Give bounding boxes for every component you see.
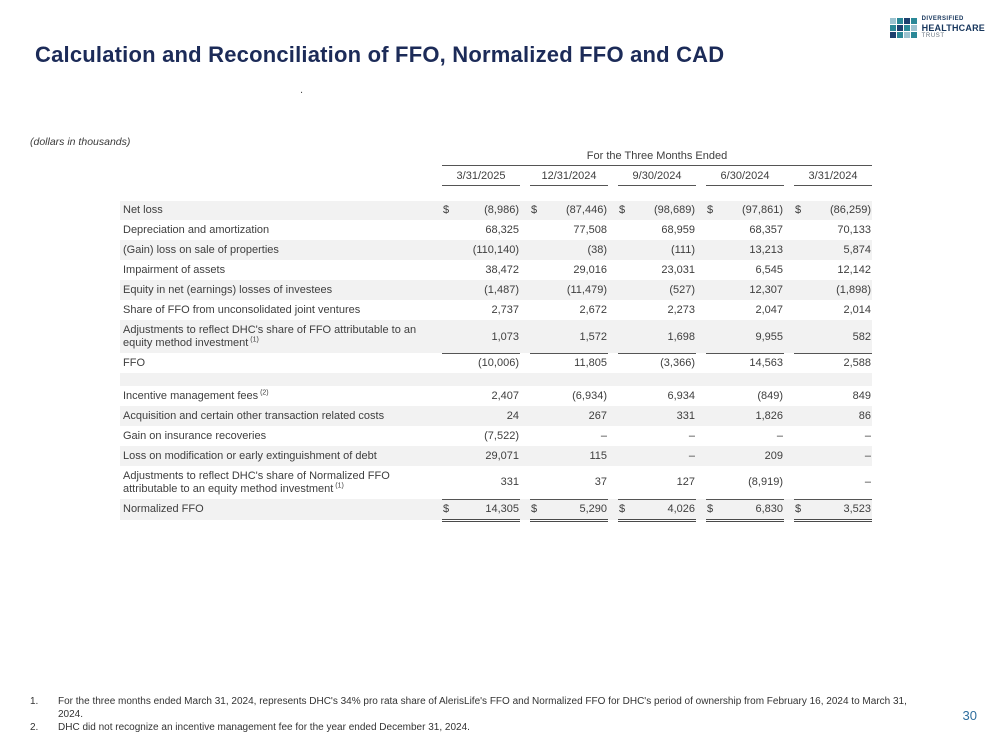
cell-number: 331 (500, 476, 519, 489)
row-label: Depreciation and amortization (123, 223, 270, 236)
column-gap (520, 373, 530, 386)
column-gap (520, 446, 530, 466)
cell-number: 6,934 (667, 390, 695, 403)
column-gap (608, 201, 618, 221)
table-row (120, 201, 872, 221)
cell-number: (3,366) (660, 357, 695, 370)
cell-number: 13,213 (749, 244, 783, 257)
cell-number: – (688, 430, 695, 443)
column-header: 3/31/2024 (794, 166, 872, 186)
dht-logo-icon (890, 18, 917, 38)
cell-number: 68,959 (661, 224, 695, 237)
cell-number: (527) (669, 284, 695, 297)
cell-value (706, 499, 784, 520)
footnote-reference: (1) (248, 336, 259, 344)
cell-value (794, 201, 872, 221)
cell-value (706, 220, 784, 240)
cell-value (706, 201, 784, 221)
column-gap (784, 426, 794, 446)
column-gap (520, 260, 530, 280)
financial-table (120, 150, 872, 522)
currency-symbol: $ (443, 503, 450, 516)
column-gap (608, 320, 618, 353)
currency-symbol: $ (795, 204, 802, 217)
currency-symbol: $ (619, 503, 626, 516)
column-gap (696, 201, 706, 221)
cell-value (618, 406, 696, 426)
column-header-row (120, 166, 872, 186)
column-gap (696, 240, 706, 260)
cell-value (618, 240, 696, 260)
cell-number: (10,006) (478, 357, 519, 370)
row-label: Share of FFO from unconsolidated joint ventures (123, 303, 361, 316)
cell-number: 1,572 (579, 330, 607, 343)
cell-value (618, 373, 696, 386)
column-gap (608, 166, 618, 186)
column-gap (520, 300, 530, 320)
footnote-number: 2. (30, 722, 39, 733)
cell-number: 2,672 (579, 304, 607, 317)
cell-number: (110,140) (472, 244, 519, 257)
currency-symbol: $ (619, 204, 626, 217)
row-label: (Gain) loss on sale of properties (123, 243, 279, 256)
column-gap (608, 280, 618, 300)
cell-number: 70,133 (837, 224, 871, 237)
cell-number: 127 (676, 476, 695, 489)
cell-number: 849 (852, 390, 871, 403)
column-gap (608, 220, 618, 240)
table-row (120, 406, 872, 426)
cell-number: 6,830 (755, 503, 783, 516)
table-row (120, 386, 872, 406)
cell-number: 2,047 (755, 304, 783, 317)
row-label (120, 373, 442, 386)
cell-value (794, 426, 872, 446)
column-header: 3/31/2025 (442, 166, 520, 186)
currency-symbol: $ (707, 503, 714, 516)
period-header: For the Three Months Ended (442, 150, 872, 166)
column-gap (608, 300, 618, 320)
table-row (120, 240, 872, 260)
column-gap (696, 499, 706, 520)
cell-value (618, 201, 696, 221)
column-gap (608, 240, 618, 260)
column-gap (608, 499, 618, 520)
cell-value (442, 386, 520, 406)
column-gap (696, 320, 706, 353)
table-row (120, 353, 872, 373)
column-gap (696, 260, 706, 280)
cell-number: 23,031 (661, 264, 695, 277)
cell-value (442, 300, 520, 320)
cell-value (618, 499, 696, 520)
cell-value (530, 406, 608, 426)
cell-value (442, 280, 520, 300)
column-gap (520, 386, 530, 406)
cell-number: (11,479) (566, 284, 607, 297)
cell-value (530, 466, 608, 499)
cell-number: 1,826 (755, 410, 783, 423)
cell-value (618, 426, 696, 446)
cell-value (618, 220, 696, 240)
column-gap (608, 406, 618, 426)
column-gap (696, 220, 706, 240)
footnote-1 (30, 696, 920, 721)
row-label: Incentive management fees $^{(2)}$ (123, 389, 269, 402)
column-gap (608, 386, 618, 406)
cell-value (530, 220, 608, 240)
logo-line-healthcare: HEALTHCARE (921, 22, 985, 33)
row-label: Equity in net (earnings) losses of investees (123, 283, 333, 296)
cell-number: 68,325 (485, 224, 519, 237)
column-gap (608, 446, 618, 466)
cell-value (442, 466, 520, 499)
cell-value (706, 280, 784, 300)
cell-number: 582 (852, 330, 871, 343)
column-gap (784, 166, 794, 186)
cell-number: – (688, 450, 695, 463)
cell-number: 37 (594, 476, 607, 489)
cell-value (794, 280, 872, 300)
column-gap (520, 240, 530, 260)
column-gap (784, 240, 794, 260)
cell-number: 2,588 (843, 357, 871, 370)
cell-number: 2,014 (843, 304, 871, 317)
cell-number: 38,472 (485, 264, 519, 277)
cell-value (442, 373, 520, 386)
cell-number: (7,522) (484, 430, 519, 443)
cell-number: (86,259) (830, 204, 871, 217)
row-label: Adjustments to reflect DHC's share of Normalized FFO attributable to an equity method investment $^{(1)}$ (123, 469, 390, 495)
column-gap (520, 320, 530, 353)
cell-value (530, 201, 608, 221)
cell-value (618, 280, 696, 300)
cell-value (618, 466, 696, 499)
column-gap (696, 280, 706, 300)
table-row (120, 280, 872, 300)
cell-value (618, 320, 696, 353)
column-gap (608, 353, 618, 373)
cell-number: 115 (589, 450, 607, 463)
column-gap (784, 201, 794, 221)
stray-period: . (300, 84, 304, 96)
cell-value (794, 220, 872, 240)
column-gap (784, 320, 794, 353)
cell-number: 1,073 (491, 330, 519, 343)
column-gap (608, 466, 618, 499)
cell-value (706, 406, 784, 426)
cell-number: 77,508 (573, 224, 607, 237)
dht-logo (890, 16, 985, 40)
table-row (120, 446, 872, 466)
cell-value (794, 499, 872, 520)
table-row (120, 260, 872, 280)
currency-symbol: $ (531, 204, 538, 217)
column-gap (784, 446, 794, 466)
cell-number: 6,545 (755, 264, 783, 277)
cell-value (442, 446, 520, 466)
table-spacer-row (120, 373, 872, 386)
page-number: 30 (962, 708, 977, 723)
column-gap (696, 466, 706, 499)
cell-value (706, 386, 784, 406)
cell-value (706, 373, 784, 386)
cell-number: (8,986) (484, 204, 519, 217)
cell-value (618, 300, 696, 320)
cell-value (442, 240, 520, 260)
cell-number: 12,307 (749, 284, 783, 297)
column-header: 12/31/2024 (530, 166, 608, 186)
row-label: Gain on insurance recoveries (123, 429, 267, 442)
cell-value (530, 240, 608, 260)
cell-value (706, 300, 784, 320)
cell-number: 11,805 (574, 357, 607, 370)
cell-number: 2,407 (491, 390, 519, 403)
footnotes (30, 696, 920, 736)
row-label: Net loss (123, 204, 163, 216)
cell-value (794, 240, 872, 260)
column-gap (784, 220, 794, 240)
cell-value (794, 406, 872, 426)
cell-number: 209 (764, 450, 783, 463)
cell-number: – (864, 450, 871, 463)
column-gap (520, 280, 530, 300)
column-gap (696, 446, 706, 466)
column-gap (520, 466, 530, 499)
cell-number: 331 (676, 410, 695, 423)
cell-value (530, 426, 608, 446)
column-gap (520, 426, 530, 446)
footnote-text: For the three months ended March 31, 2024, represents DHC's 34% pro rata share of AlerisLife's FFO and Normalized FFO for DHC's period of ownership from February 16, 2024 to March 31, 2024. (58, 696, 907, 720)
footnote-reference: (1) (333, 481, 344, 489)
cell-number: (1,487) (484, 284, 519, 297)
cell-number: 9,955 (755, 330, 783, 343)
cell-number: – (864, 430, 871, 443)
cell-value (442, 353, 520, 373)
cell-value (706, 260, 784, 280)
cell-number: 3,523 (843, 503, 871, 516)
column-gap (696, 353, 706, 373)
column-gap (784, 353, 794, 373)
cell-number: 2,737 (491, 304, 519, 317)
cell-value (530, 499, 608, 520)
table-row (120, 426, 872, 446)
cell-value (530, 320, 608, 353)
logo-line-trust: TRUST (921, 32, 945, 39)
cell-number: (6,934) (572, 390, 607, 403)
cell-number: (111) (670, 244, 695, 257)
cell-value (442, 406, 520, 426)
column-gap (520, 201, 530, 221)
table-row (120, 499, 872, 520)
column-gap (784, 280, 794, 300)
column-gap (784, 300, 794, 320)
column-gap (696, 386, 706, 406)
cell-value (706, 240, 784, 260)
column-gap (784, 499, 794, 520)
cell-number: (98,689) (654, 204, 695, 217)
cell-value (442, 220, 520, 240)
column-gap (696, 300, 706, 320)
row-label: Normalized FFO (123, 503, 204, 516)
table-row (120, 320, 872, 353)
cell-value (530, 300, 608, 320)
units-note: (dollars in thousands) (30, 136, 131, 148)
footnote-text: DHC did not recognize an incentive management fee for the year ended December 31, 2024. (58, 722, 470, 733)
cell-value (794, 373, 872, 386)
cell-value (794, 260, 872, 280)
page-title: Calculation and Reconciliation of FFO, Normalized FFO and CAD (35, 42, 725, 67)
cell-value (618, 260, 696, 280)
cell-number: – (864, 476, 871, 489)
cell-value (442, 320, 520, 353)
cell-value (442, 426, 520, 446)
cell-number: (849) (757, 390, 783, 403)
cell-number: 68,357 (749, 224, 783, 237)
column-header: 6/30/2024 (706, 166, 784, 186)
row-label: Impairment of assets (123, 263, 226, 276)
cell-value (618, 386, 696, 406)
column-gap (608, 426, 618, 446)
cell-number: (8,919) (748, 476, 783, 489)
column-gap (520, 353, 530, 373)
column-gap (784, 386, 794, 406)
column-gap (696, 166, 706, 186)
cell-value (530, 446, 608, 466)
currency-symbol: $ (795, 503, 802, 516)
footnote-reference: (2) (258, 389, 269, 397)
currency-symbol: $ (443, 204, 450, 217)
cell-number: 5,290 (579, 503, 607, 516)
cell-value (794, 353, 872, 373)
cell-value (442, 499, 520, 520)
column-gap (608, 373, 618, 386)
cell-number: – (776, 430, 783, 443)
cell-value (618, 446, 696, 466)
row-label: Loss on modification or early extinguishment of debt (123, 449, 377, 462)
column-gap (520, 166, 530, 186)
period-header-row (120, 150, 872, 166)
cell-value (530, 373, 608, 386)
cell-number: 2,273 (667, 304, 695, 317)
cell-number: (1,898) (836, 284, 871, 297)
cell-number: 267 (588, 410, 607, 423)
cell-value (442, 201, 520, 221)
cell-value (706, 320, 784, 353)
column-gap (784, 406, 794, 426)
cell-value (794, 320, 872, 353)
cell-value (530, 353, 608, 373)
column-gap (520, 406, 530, 426)
row-label: Adjustments to reflect DHC's share of FFO attributable to an equity method investment $^{(1)}$ (123, 323, 417, 349)
cell-value (530, 260, 608, 280)
cell-value (794, 386, 872, 406)
cell-number: 1,698 (667, 330, 695, 343)
cell-value (794, 300, 872, 320)
column-gap (520, 220, 530, 240)
cell-number: 12,142 (837, 264, 871, 277)
cell-value (618, 353, 696, 373)
cell-number: – (600, 430, 607, 443)
table-row (120, 220, 872, 240)
column-gap (696, 406, 706, 426)
cell-number: 5,874 (843, 244, 871, 257)
table-row (120, 466, 872, 499)
column-gap (784, 373, 794, 386)
column-gap (608, 260, 618, 280)
cell-number: (87,446) (566, 204, 607, 217)
footnote-2 (30, 722, 920, 735)
cell-number: 29,071 (485, 450, 519, 463)
cell-value (706, 353, 784, 373)
column-header: 9/30/2024 (618, 166, 696, 186)
cell-value (706, 426, 784, 446)
currency-symbol: $ (707, 204, 714, 217)
footnote-number: 1. (30, 696, 39, 707)
cell-value (706, 446, 784, 466)
table-row (120, 300, 872, 320)
currency-symbol: $ (531, 503, 538, 516)
column-gap (784, 260, 794, 280)
column-gap (696, 426, 706, 446)
cell-number: 24 (506, 410, 519, 423)
cell-number: 4,026 (667, 503, 695, 516)
column-gap (696, 373, 706, 386)
cell-value (530, 280, 608, 300)
cell-value (442, 260, 520, 280)
cell-value (530, 386, 608, 406)
cell-number: 14,305 (485, 503, 519, 516)
cell-number: 14,563 (749, 357, 783, 370)
column-gap (520, 499, 530, 520)
column-gap (784, 466, 794, 499)
cell-value (794, 466, 872, 499)
row-label: FFO (123, 356, 145, 369)
cell-value (706, 466, 784, 499)
cell-value (794, 446, 872, 466)
logo-line-diversified: DIVERSIFIED (921, 16, 964, 22)
cell-number: 86 (858, 410, 871, 423)
row-label: Acquisition and certain other transaction related costs (123, 409, 385, 422)
cell-number: (97,861) (742, 204, 783, 217)
dht-logo-text (922, 16, 985, 40)
cell-number: (38) (587, 244, 607, 257)
cell-number: 29,016 (573, 264, 607, 277)
